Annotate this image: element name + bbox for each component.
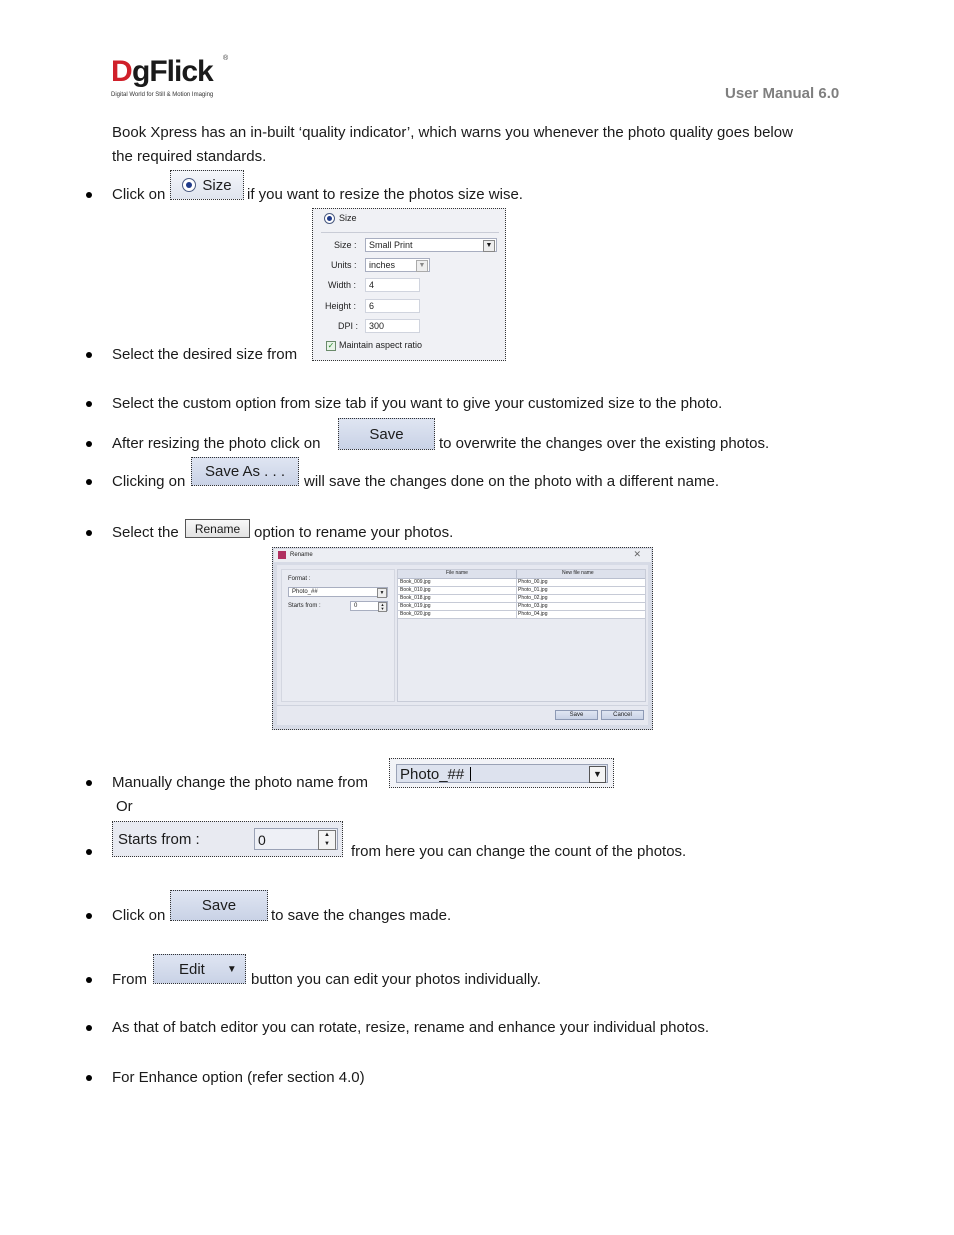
rename-button-label: Rename [194, 521, 241, 536]
size-radio-button[interactable] [170, 170, 244, 200]
bullet [86, 530, 92, 536]
logo-d: D [111, 55, 132, 88]
logo-text: gFlick [132, 55, 213, 88]
starts-from-panel [112, 821, 343, 857]
new-file-name-cell: Photo_04.jpg [518, 611, 548, 617]
starts-from-large-label: Starts from : [118, 831, 200, 848]
bullet [86, 849, 92, 855]
file-name-cell: Book_018.jpg [400, 595, 431, 601]
dialog-cancel-label: Cancel [613, 712, 632, 718]
units-label: Units : [331, 260, 357, 270]
size-button-label: Size [202, 176, 232, 194]
after-resize-text-post: to overwrite the changes over the existing photos. [439, 435, 770, 452]
dgflick-logo [111, 55, 236, 101]
from-text-post: button you can edit your photos individually. [251, 971, 541, 988]
dpi-label: DPI : [338, 321, 359, 331]
enhance-text: For Enhance option (refer section 4.0) [112, 1069, 365, 1086]
from-text-pre: From [112, 971, 147, 988]
file-name-cell: Book_019.jpg [400, 603, 431, 609]
save-as-button[interactable] [191, 457, 299, 486]
aspect-ratio-label: Maintain aspect ratio [339, 340, 423, 350]
starts-from-large-stepper[interactable] [254, 828, 338, 850]
save-button-label: Save [369, 425, 404, 443]
format-select-large[interactable] [389, 758, 614, 788]
size-settings-panel [312, 208, 506, 361]
stepper-arrows-icon[interactable]: ▲ ▼ [318, 830, 336, 850]
format-pane [281, 569, 395, 702]
click-save-text-pre: Click on [112, 907, 166, 924]
bullet [86, 913, 92, 919]
dialog-save-label: Save [569, 712, 584, 718]
save-as-text-post: will save the changes done on the photo with a different name. [304, 473, 719, 490]
bullet [86, 977, 92, 983]
dpi-input[interactable] [365, 319, 420, 333]
click-save-text-post: to save the changes made. [271, 907, 452, 924]
batch-editor-text: As that of batch editor you can rotate, resize, rename and enhance your individual photos. [112, 1019, 710, 1036]
radio-selected-icon [182, 178, 196, 192]
table-row[interactable] [398, 603, 645, 611]
close-icon[interactable]: ✕ [633, 549, 641, 559]
save-as-text-pre: Clicking on [112, 473, 186, 490]
table-row[interactable] [398, 595, 645, 603]
dialog-footer-divider [277, 705, 648, 706]
custom-size-text: Select the custom option from size tab if you want to give your customized size to the photo. [112, 395, 723, 412]
size-select-value: Small Print [369, 240, 413, 250]
new-file-name-cell: Photo_00.jpg [518, 579, 548, 585]
format-select-large-value: Photo_## [400, 766, 465, 783]
file-name-cell: Book_009.jpg [400, 579, 431, 585]
width-value: 4 [369, 280, 375, 290]
units-select[interactable] [365, 258, 430, 272]
dialog-titlebar [274, 549, 651, 562]
app-icon [278, 551, 286, 559]
size-label: Size : [334, 240, 357, 250]
size-radio-label: Size [339, 213, 357, 223]
save-button[interactable] [338, 418, 435, 450]
dpi-value: 300 [369, 321, 385, 331]
height-input[interactable] [365, 299, 420, 313]
column-new-file-name: New file name [562, 570, 594, 576]
bullet [86, 479, 92, 485]
new-file-name-cell: Photo_01.jpg [518, 587, 548, 593]
manual-change-text: Manually change the photo name from [112, 774, 368, 791]
width-input[interactable] [365, 278, 420, 292]
format-select-value: Photo_## [292, 589, 318, 595]
logo-tagline: Digital World for Still & Motion Imaging [111, 92, 214, 98]
format-select[interactable] [288, 587, 388, 597]
text-cursor [470, 767, 471, 781]
table-row[interactable] [398, 587, 645, 595]
save-button-2[interactable] [170, 890, 268, 921]
bullet [86, 352, 92, 358]
starts-from-large-value: 0 [258, 832, 266, 848]
size-text-post: if you want to resize the photos size wise. [247, 186, 523, 203]
radio-selected-icon[interactable] [324, 213, 335, 224]
dialog-save-button[interactable] [555, 710, 598, 720]
chevron-down-icon: ▼ [589, 766, 606, 783]
file-name-cell: Book_010.jpg [400, 587, 431, 593]
dialog-cancel-button[interactable] [601, 710, 644, 720]
units-select-value: inches [369, 260, 396, 270]
width-label: Width : [328, 280, 357, 290]
chevron-down-icon: ▼ [483, 240, 495, 252]
bullet [86, 780, 92, 786]
edit-dropdown-button[interactable] [153, 954, 246, 984]
chevron-down-icon: ▼ [377, 588, 387, 598]
bullet [86, 192, 92, 198]
intro-line-1: Book Xpress has an in-built ‘quality indicator’, which warns you whenever the photo quality goes below [112, 124, 793, 141]
stepper-arrows-icon: ▲ ▼ [378, 602, 387, 612]
list-header [398, 570, 645, 579]
bullet [86, 1025, 92, 1031]
new-file-name-cell: Photo_03.jpg [518, 603, 548, 609]
bullet [86, 1075, 92, 1081]
manual-version-label: User Manual 6.0 [725, 85, 840, 102]
rename-button[interactable] [185, 519, 250, 538]
select-size-text: Select the desired size from [112, 346, 298, 363]
rename-text-pre: Select the [112, 524, 179, 541]
dialog-body [277, 565, 648, 725]
checkbox-checked-icon[interactable]: ✓ [327, 341, 335, 350]
size-select[interactable] [365, 238, 497, 252]
file-list [397, 569, 646, 702]
table-row[interactable] [398, 579, 645, 587]
bullet [86, 441, 92, 447]
height-value: 6 [369, 301, 375, 311]
bullet [86, 401, 92, 407]
table-row[interactable] [398, 611, 645, 619]
save-as-button-label: Save As . . . [204, 463, 286, 480]
intro-line-2: the required standards. [112, 148, 267, 165]
rename-text-post: option to rename your photos. [254, 524, 454, 541]
starts-from-value: 0 [354, 603, 358, 609]
chevron-down-icon: ▼ [226, 963, 237, 975]
file-name-cell: Book_020.jpg [400, 611, 431, 617]
or-text: Or [116, 798, 133, 815]
size-text-pre: Click on [112, 186, 166, 203]
logo-registered: ® [223, 55, 229, 62]
panel-divider [321, 232, 499, 233]
chevron-down-icon: ▼ [416, 260, 428, 272]
new-file-name-cell: Photo_02.jpg [518, 595, 548, 601]
column-file-name: File name [446, 570, 468, 576]
rename-dialog [272, 547, 653, 730]
dialog-title: Rename [290, 552, 313, 558]
starts-from-stepper[interactable] [350, 601, 388, 611]
after-resize-text: After resizing the photo click on [112, 435, 321, 452]
format-label: Format : [288, 576, 311, 582]
starts-from-label: Starts from : [288, 603, 321, 609]
height-label: Height : [325, 301, 357, 311]
starts-from-text-post: from here you can change the count of the photos. [351, 843, 687, 860]
edit-button-label: Edit [179, 960, 205, 978]
save-button-2-label: Save [201, 897, 237, 914]
